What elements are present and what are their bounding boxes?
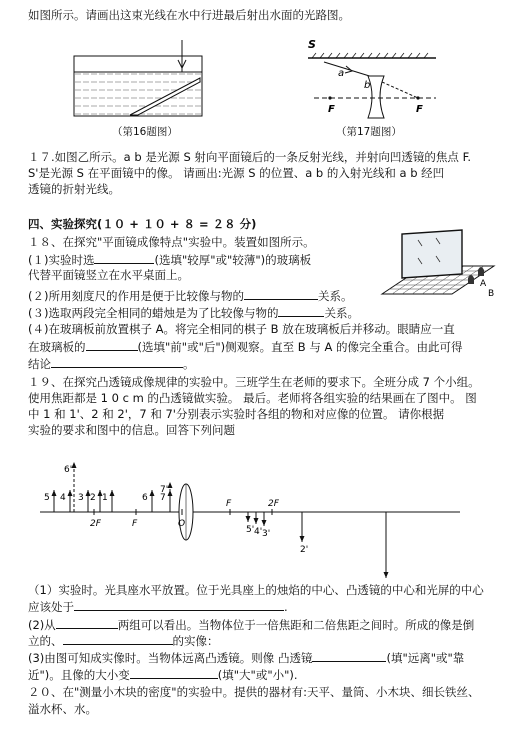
label-f-left: F — [328, 104, 335, 115]
q18-blank1[interactable] — [94, 252, 154, 264]
q19-part2a: (2)从 — [28, 618, 56, 632]
intro-text: 如图所示。请画出这束光线在水中行进最后射出水面的光路图。 — [28, 8, 350, 22]
q19-line1: １９、在探究凸透镜成像规律的实验中。三班学生在老师的要求下。全班分成 7 个小组。 — [28, 375, 480, 389]
q18-part1a: (１)实验时选 — [28, 253, 95, 267]
q17-line1: １７.如图乙所示。a b 是光源 S 射向平面镜后的一条反射光线，并射向凹透镜的焦点 F. — [28, 150, 471, 164]
object-arrowhead-4 — [110, 490, 115, 496]
figure-16-caption: （第16题图） — [112, 126, 178, 138]
object-label-1: 4 — [60, 493, 66, 503]
q18-blank3[interactable] — [278, 305, 324, 317]
q18-part3 — [28, 305, 359, 320]
q18-part4e: 。 — [183, 357, 195, 371]
q18-part2a: (２)所用刻度尺的作用是便于比较像与物的 — [28, 289, 244, 303]
section-4-title: 四、实验探究(１０ + １０ + ８ = ２８ 分) — [28, 217, 257, 231]
image-arrowhead-1 — [254, 518, 259, 524]
figure-16 — [70, 38, 210, 120]
q19-line2: 使用焦距都是 1 0 c m 的凸透镜做实验。 最后。老师将各组实验的结果画在了图中。 图 — [28, 391, 477, 405]
figure-18 — [368, 226, 500, 306]
q18-part3a: (３)选取两段完全相同的蜡烛是为了比较像与物的 — [28, 306, 279, 320]
object-label-7: 7' — [160, 485, 169, 495]
q18-part4a: (４)在玻璃板前放置棋子 A。将完全相同的棋子 B 放在玻璃板后并移动。眼睛应一直 — [28, 322, 455, 336]
label-a: a — [338, 68, 345, 79]
image-label-2: 3' — [262, 529, 271, 539]
label-f-left-axis: F — [132, 519, 138, 529]
object-label-8: 7 — [160, 493, 166, 503]
label-s: S — [308, 38, 316, 51]
object-arrowhead-1 — [68, 490, 73, 496]
object-label-5: 6 — [142, 493, 148, 503]
convex-lens-diagram — [40, 448, 480, 578]
q18-part2b: 关系。 — [317, 289, 353, 303]
q19-blank5[interactable] — [130, 667, 218, 679]
object-label-0: 5 — [44, 493, 50, 503]
object-arrowhead-7 — [168, 482, 173, 488]
q19-part3b: (填"远离"或"靠 — [386, 651, 465, 665]
q17-line3: 透镜的折射光线。 — [28, 182, 120, 196]
image-label-0: 5' — [246, 525, 255, 535]
object-label-2: 3 — [78, 493, 84, 503]
object-label-6: 6' — [64, 465, 73, 475]
q20-line1: ２０、在"测量小木块的密度"的实验中。提供的器材有:天平、量筒、小木块、细长铁丝、 — [28, 685, 480, 699]
q18-blank4[interactable] — [86, 339, 138, 351]
q20-line2: 溢水杯、水。 — [28, 702, 97, 716]
q18-part4d — [28, 356, 195, 371]
image-arrowhead-0 — [246, 516, 251, 522]
q18-part2 — [28, 288, 352, 303]
q19-part3c — [28, 667, 298, 682]
q19-part2c-text: 立的、 — [28, 634, 63, 648]
q18-part4b — [28, 339, 463, 354]
q19-blank2[interactable] — [56, 617, 118, 629]
label-a-piece: A — [480, 279, 487, 289]
q18-part1 — [28, 252, 311, 267]
object-label-4: 1 — [102, 493, 108, 503]
q18-part1b: (选填"较厚"或"较薄")的玻璃板 — [154, 253, 312, 267]
q19-part3c-text: 近")。且像的大小变 — [28, 668, 130, 682]
q19-part3a: (3)由图可知成实像时。当物体远离凸透镜。则像 凸透镜 — [28, 651, 313, 665]
q17-line2: S'是光源 S 在平面镜中的像。 请画出:光源 S 的位置、a b 的入射光线和 a b 经凹 — [28, 166, 445, 180]
q19-part2 — [28, 617, 474, 632]
q18-part1c: 代替平面镜竖立在水平桌面上。 — [28, 268, 189, 282]
q19-blank3[interactable] — [63, 633, 173, 645]
q19-line3: 中 1 和 1'、2 和 2'，7 和 7'分别表示实验时各组的物和对应像的位置。 请你根据 — [28, 407, 445, 421]
q18-part4c: (选填"前"或"后")侧观察。直至 B 与 A 的像完全重合。由此可得 — [137, 340, 463, 354]
object-arrowhead-6 — [72, 462, 77, 468]
q19-part1c: . — [284, 600, 288, 614]
label-f-right-axis: F — [226, 499, 232, 509]
label-b: b — [364, 80, 371, 91]
image-arrowhead-2 — [262, 520, 267, 526]
label-o: O — [178, 519, 186, 529]
q19-part3d: (填"大"或"小"). — [217, 668, 298, 682]
label-f-right: F — [416, 104, 423, 115]
q18-intro: １８、在探究"平面镜成像特点"实验中。装置如图所示。 — [28, 235, 315, 249]
label-2f-right: 2F — [268, 499, 279, 509]
q19-part1b — [28, 599, 288, 614]
object-label-3: 2 — [90, 493, 96, 503]
q19-part2b: 两组可以看出。当物体位于一倍焦距和二倍焦距之间时。所成的像是倒 — [117, 618, 475, 632]
figure-17 — [300, 36, 440, 120]
q19-part3 — [28, 650, 464, 665]
label-2f-left: 2F — [90, 519, 101, 529]
q18-blank5[interactable] — [51, 356, 183, 368]
q18-part3b: 关系。 — [324, 306, 359, 320]
object-arrowhead-8 — [168, 490, 173, 496]
label-b-piece: B — [488, 289, 495, 299]
image-label-1: 4' — [254, 527, 263, 537]
q19-part2c — [28, 633, 219, 648]
q19-line4: 实验的要求和图中的信息。回答下列问题 — [28, 423, 235, 437]
q18-part4b-text: 在玻璃板的 — [28, 340, 86, 354]
q18-blank2[interactable] — [244, 288, 318, 300]
q18-part4d-text: 结论 — [28, 357, 51, 371]
q19-blank4[interactable] — [312, 650, 386, 662]
object-arrowhead-0 — [52, 490, 57, 496]
object-arrowhead-5 — [150, 490, 155, 496]
q19-blank1[interactable] — [74, 599, 284, 611]
image-arrowhead-3 — [300, 536, 305, 542]
figure-17-caption: （第17题图） — [336, 126, 402, 138]
q19-part1b-text: 应该处于 — [28, 600, 74, 614]
image-arrowhead-4 — [384, 572, 389, 578]
q19-part2d: 的实像： — [172, 634, 219, 648]
image-label-3: 2' — [300, 545, 309, 555]
q19-part1a: （1）实验时。光具座水平放置。位于光具座上的烛焰的中心、凸透镜的中心和光屏的中心 — [28, 583, 484, 597]
